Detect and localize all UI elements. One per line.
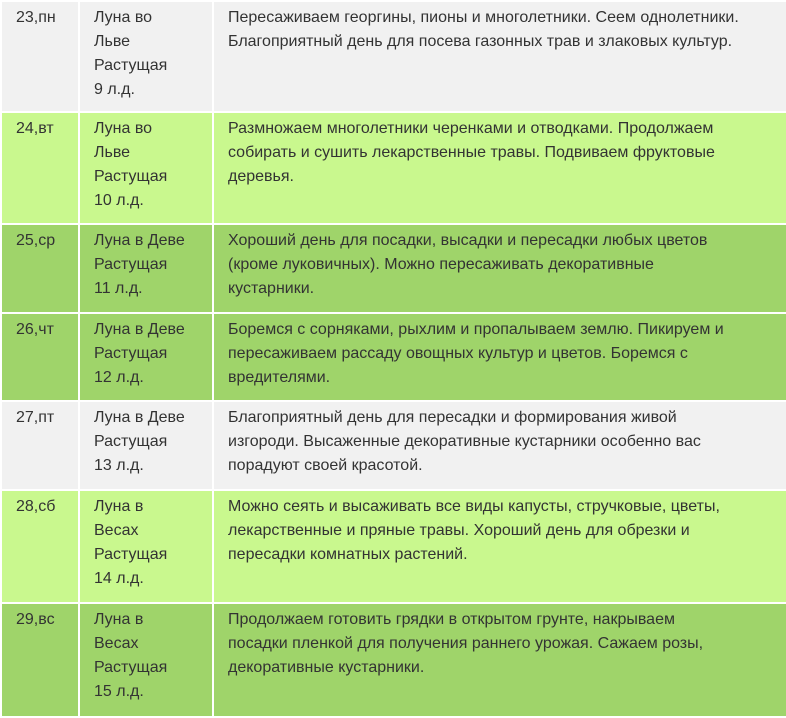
moon-line: Луна в Деве bbox=[94, 409, 185, 426]
recommendation-line: Боремся с сорняками, рыхлим и пропалываем землю. Пикируем и bbox=[228, 321, 724, 338]
recommendation-line: декоративные кустарники. bbox=[228, 659, 425, 676]
moon-line: Растущая bbox=[94, 433, 168, 450]
recommendation-cell bbox=[213, 401, 786, 490]
moon-phase-cell bbox=[79, 1, 213, 112]
recommendation-cell bbox=[213, 112, 786, 224]
moon-phase-cell bbox=[79, 224, 213, 313]
moon-line: Луна в Деве bbox=[94, 232, 185, 249]
moon-line: Луна в bbox=[94, 611, 144, 628]
moon-line: 14 л.д. bbox=[94, 570, 144, 587]
recommendation-line: Можно сеять и высаживать все виды капусты, стручковые, цветы, bbox=[228, 498, 720, 515]
table-row bbox=[1, 224, 786, 313]
table-row bbox=[1, 401, 786, 490]
recommendation-cell bbox=[213, 313, 786, 401]
recommendation-cell bbox=[213, 1, 786, 112]
table-row bbox=[1, 313, 786, 401]
recommendation-cell bbox=[213, 490, 786, 603]
moon-line: Растущая bbox=[94, 345, 168, 362]
recommendation-line: изгороди. Высаженные декоративные кустарники особенно вас bbox=[228, 433, 701, 450]
moon-line: Луна во bbox=[94, 120, 153, 137]
moon-phase-cell bbox=[79, 603, 213, 717]
recommendation-line: порадуют своей красотой. bbox=[228, 457, 423, 474]
moon-line: 12 л.д. bbox=[94, 369, 144, 386]
recommendation-line: Пересаживаем георгины, пионы и многолетники. Сеем однолетники. bbox=[228, 9, 739, 26]
moon-line: Луна в Деве bbox=[94, 321, 185, 338]
recommendation-line: Продолжаем готовить грядки в открытом грунте, накрываем bbox=[228, 611, 675, 628]
recommendation-line: лекарственные и пряные травы. Хороший день для обрезки и bbox=[228, 522, 690, 539]
recommendation-line: (кроме луковичных). Можно пересаживать декоративные bbox=[228, 256, 654, 273]
recommendation-line: кустарники. bbox=[228, 280, 315, 297]
recommendation-line: деревья. bbox=[228, 168, 294, 185]
moon-line: Льве bbox=[94, 144, 131, 161]
moon-phase-cell bbox=[79, 112, 213, 224]
moon-line: Льве bbox=[94, 33, 131, 50]
day-cell: 25,ср bbox=[1, 224, 79, 313]
moon-line: 13 л.д. bbox=[94, 457, 144, 474]
table-row bbox=[1, 112, 786, 224]
moon-line: 9 л.д. bbox=[94, 81, 135, 98]
moon-line: Растущая bbox=[94, 546, 168, 563]
moon-line: Луна в bbox=[94, 498, 144, 515]
moon-line: Весах bbox=[94, 635, 139, 652]
moon-phase-cell bbox=[79, 313, 213, 401]
day-cell: 26,чт bbox=[1, 313, 79, 401]
recommendation-line: пересадки комнатных растений. bbox=[228, 546, 468, 563]
table-row bbox=[1, 490, 786, 603]
day-cell: 28,сб bbox=[1, 490, 79, 603]
recommendation-line: Благоприятный день для посева газонных трав и злаковых культур. bbox=[228, 33, 733, 50]
recommendation-line: пересаживаем рассаду овощных культур и цветов. Боремся с bbox=[228, 345, 688, 362]
day-cell: 24,вт bbox=[1, 112, 79, 224]
recommendation-cell bbox=[213, 603, 786, 717]
day-cell: 29,вс bbox=[1, 603, 79, 717]
moon-line: Растущая bbox=[94, 256, 168, 273]
moon-line: 10 л.д. bbox=[94, 192, 144, 209]
moon-line: Растущая bbox=[94, 57, 168, 74]
recommendation-line: Хороший день для посадки, высадки и пересадки любых цветов bbox=[228, 232, 708, 249]
recommendation-line: вредителями. bbox=[228, 369, 331, 386]
moon-phase-cell bbox=[79, 401, 213, 490]
moon-line: Растущая bbox=[94, 659, 168, 676]
moon-line: Растущая bbox=[94, 168, 168, 185]
moon-line: 11 л.д. bbox=[94, 280, 143, 297]
day-cell: 27,пт bbox=[1, 401, 79, 490]
recommendation-cell bbox=[213, 224, 786, 313]
recommendation-line: посадки пленкой для получения раннего урожая. Сажаем розы, bbox=[228, 635, 704, 652]
day-cell: 23,пн bbox=[1, 1, 79, 112]
moon-line: Луна во bbox=[94, 9, 153, 26]
table-row bbox=[1, 1, 786, 112]
recommendation-line: Благоприятный день для пересадки и формирования живой bbox=[228, 409, 677, 426]
moon-line: 15 л.д. bbox=[94, 683, 144, 700]
recommendation-line: Размножаем многолетники черенками и отводками. Продолжаем bbox=[228, 120, 714, 137]
table-row bbox=[1, 603, 786, 717]
recommendation-line: собирать и сушить лекарственные травы. Подвиваем фруктовые bbox=[228, 144, 715, 161]
moon-phase-cell bbox=[79, 490, 213, 603]
moon-line: Весах bbox=[94, 522, 139, 539]
